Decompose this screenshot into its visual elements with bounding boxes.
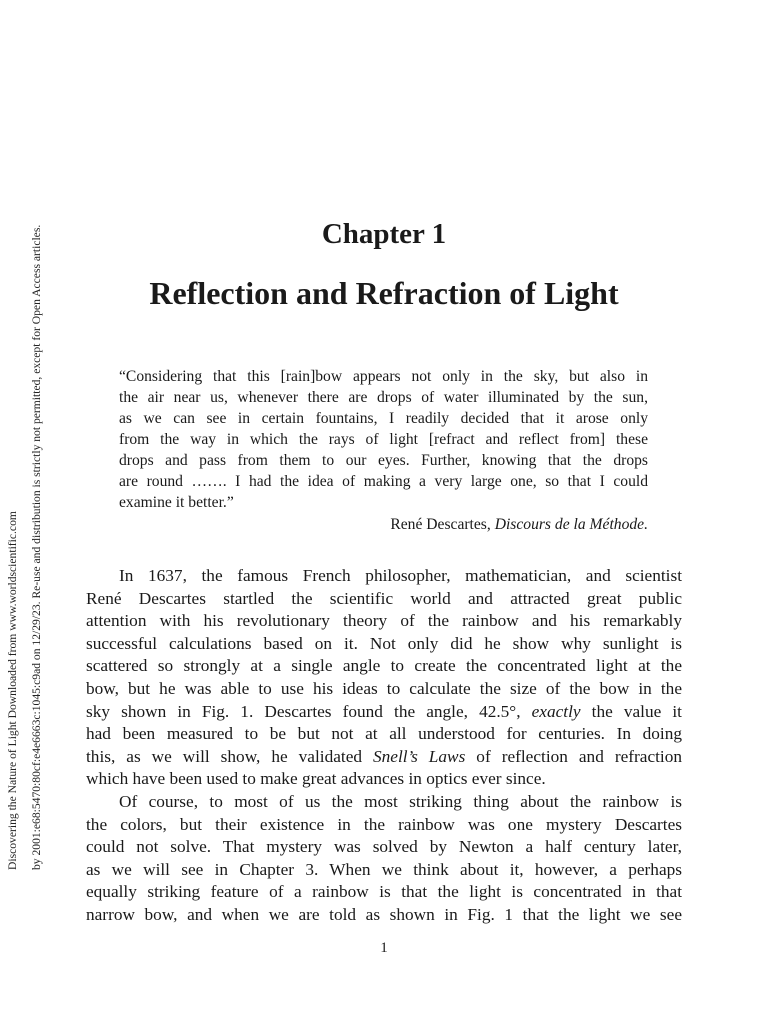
download-watermark (6, 224, 44, 870)
paragraph-line: successful calculations based on it. Not only did he show why sunlight is (86, 633, 682, 653)
paragraph-line: had been measured to be but not at all understood for centuries. In doing (86, 724, 682, 744)
emphasis-exactly: exactly (531, 701, 581, 721)
epigraph-line: “Considering that this [rain]bow appears not only in the sky, but also in (119, 368, 648, 385)
attribution-author: René Descartes, (390, 516, 495, 533)
paragraph-line: equally striking feature of a rainbow is that the light is concentrated in that (86, 882, 682, 902)
epigraph-line: drops and pass from them to our eyes. Further, knowing that the drops (119, 452, 648, 469)
paragraph-line: narrow bow, and when we are told as shown in Fig. 1 that the light we see (86, 904, 682, 924)
paragraph-line: could not solve. That mystery was solved by Newton a half century later, (86, 837, 682, 857)
epigraph-line: examine it better.” (119, 494, 234, 511)
paragraph-line: which have been used to make great advances in optics ever since. (86, 769, 546, 789)
body-text (86, 565, 682, 927)
epigraph-line: are round ……. I had the idea of making a very large one, so that I could (119, 473, 648, 490)
paragraph-line (86, 701, 682, 724)
paragraph-line (86, 746, 682, 769)
paragraph-line: René Descartes startled the scientific world and attracted great public (86, 588, 682, 608)
page-number: 1 (380, 940, 388, 956)
paragraph-line: attention with his revolutionary theory of the rainbow and his remarkably (86, 611, 682, 631)
paragraph-line: as we will see in Chapter 3. When we think about it, however, a perhaps (86, 859, 682, 879)
line-segment: sky shown in Fig. 1. Descartes found the angle, 42.5°, (86, 701, 532, 721)
paragraph-line: scattered so strongly at a single angle to create the concentrated light at the (86, 656, 682, 676)
paragraph-line: bow, but he was able to use his ideas to calculate the size of the bow in the (86, 678, 682, 698)
paragraph-line: Of course, to most of us the most striking thing about the rainbow is (119, 791, 682, 811)
watermark-line-1: Discovering the Nature of Light Downloaded from www.worldscientific.com (6, 511, 19, 870)
chapter-number: Chapter 1 (321, 218, 447, 250)
epigraph-attribution (119, 514, 648, 535)
chapter-title: Reflection and Refraction of Light (149, 275, 619, 311)
emphasis-snells-laws: Snell’s Laws (373, 746, 466, 766)
epigraph-line: from the way in which the rays of light [refract and reflect from] these (119, 431, 648, 448)
epigraph-line: the air near us, whenever there are drops of water illuminated by the sun, (119, 389, 648, 406)
watermark-line-2: by 2001:e68:5470:80cf:e4e6663c:1045:c9ad on 12/29/23. Re-use and distribution is strictly not permitted, except for Open Access articles. (30, 224, 43, 870)
line-segment: the value it (580, 701, 682, 721)
epigraph-line: as we can see in certain fountains, I readily decided that it arose only (119, 410, 648, 427)
line-segment: this, as we will show, he validated (86, 746, 373, 766)
attribution-work: Discours de la Méthode. (494, 516, 648, 533)
line-segment: of reflection and refraction (465, 746, 682, 766)
paragraph-line: the colors, but their existence in the rainbow was one mystery Descartes (86, 814, 682, 834)
epigraph-quote (119, 366, 648, 513)
paragraph-line: In 1637, the famous French philosopher, mathematician, and scientist (119, 566, 682, 585)
